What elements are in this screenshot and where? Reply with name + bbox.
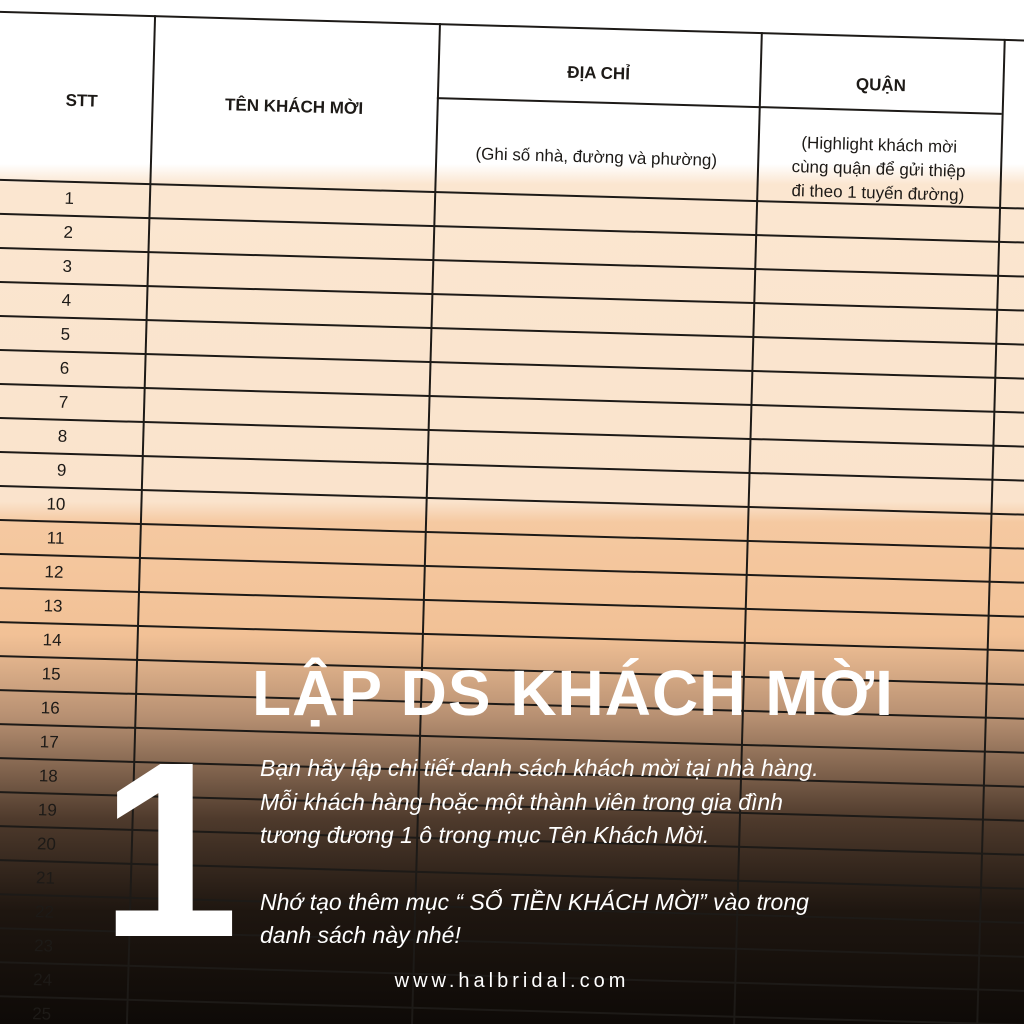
table-grid xyxy=(0,0,1024,11)
row-number: 1 xyxy=(64,188,75,208)
row-number: 19 xyxy=(37,800,58,820)
row-number: 15 xyxy=(41,664,61,684)
website-url: www.halbridal.com xyxy=(394,970,630,992)
row-number: 12 xyxy=(44,562,64,582)
row-divider xyxy=(0,348,1024,381)
row-divider xyxy=(0,518,1024,551)
row-number: 9 xyxy=(56,460,67,480)
poster-title: LẬP DS KHÁCH MỜI xyxy=(252,657,894,729)
header-quan-note-line-1: (Highlight khách mời xyxy=(801,133,958,157)
row-divider xyxy=(0,416,1024,449)
paragraph-line-3: tương đương 1 ô trong mục Tên Khách Mời. xyxy=(260,822,710,848)
row-number: 4 xyxy=(61,290,72,310)
header-sub-divider xyxy=(437,97,1002,115)
paragraph-line-1: Bạn hãy lập chi tiết danh sách khách mời tại nhà hàng. xyxy=(260,755,819,781)
column-divider-2 xyxy=(409,23,441,1024)
row-number: 21 xyxy=(35,868,56,888)
row-number: 14 xyxy=(42,630,62,650)
row-number: 18 xyxy=(38,766,59,786)
row-divider xyxy=(0,620,1024,653)
row-divider xyxy=(0,450,1024,483)
reminder-line-2: danh sách này nhé! xyxy=(260,922,461,948)
row-divider xyxy=(0,484,1024,517)
row-divider xyxy=(0,994,1024,1024)
row-number: 13 xyxy=(43,596,63,616)
row-number: 2 xyxy=(63,222,74,242)
row-number: 17 xyxy=(39,732,60,752)
row-number: 8 xyxy=(57,426,68,446)
row-divider xyxy=(0,586,1024,619)
header-quan-note-line-2: cùng quận để gửi thiệp xyxy=(791,157,966,181)
row-number: 11 xyxy=(46,528,65,548)
row-number: 20 xyxy=(36,834,57,854)
row-number: 10 xyxy=(46,494,66,514)
row-divider xyxy=(0,212,1024,245)
step-number: 1 xyxy=(100,710,240,989)
row-divider xyxy=(0,382,1024,415)
header-stt: STT xyxy=(65,90,98,111)
header-dia-chi: ĐỊA CHỈ xyxy=(567,62,631,84)
column-divider-3 xyxy=(730,32,762,1024)
row-divider xyxy=(0,246,1024,279)
header-quan-note-line-3: đi theo 1 tuyến đường) xyxy=(791,181,965,205)
header-dia-chi-note: (Ghi số nhà, đường và phường) xyxy=(475,144,718,170)
row-number: 7 xyxy=(58,392,69,412)
row-number: 24 xyxy=(32,970,53,990)
row-number: 6 xyxy=(59,358,70,378)
row-number: 5 xyxy=(60,324,71,344)
row-divider xyxy=(0,280,1024,313)
row-number: 16 xyxy=(40,698,60,718)
row-number: 22 xyxy=(34,902,55,922)
row-number: 23 xyxy=(33,936,54,956)
row-number: 3 xyxy=(62,256,73,276)
header-ten-khach-moi: TÊN KHÁCH MỜI xyxy=(224,95,364,119)
reminder-line-1: Nhớ tạo thêm mục “ SỐ TIỀN KHÁCH MỜI” vào trong xyxy=(260,889,809,915)
header-quan: QUẬN xyxy=(855,74,907,96)
row-number: 25 xyxy=(31,1004,52,1024)
paragraph-line-2: Mỗi khách hàng hoặc một thành viên trong gia đình xyxy=(260,789,783,815)
row-divider xyxy=(0,552,1024,585)
row-divider xyxy=(0,314,1024,347)
